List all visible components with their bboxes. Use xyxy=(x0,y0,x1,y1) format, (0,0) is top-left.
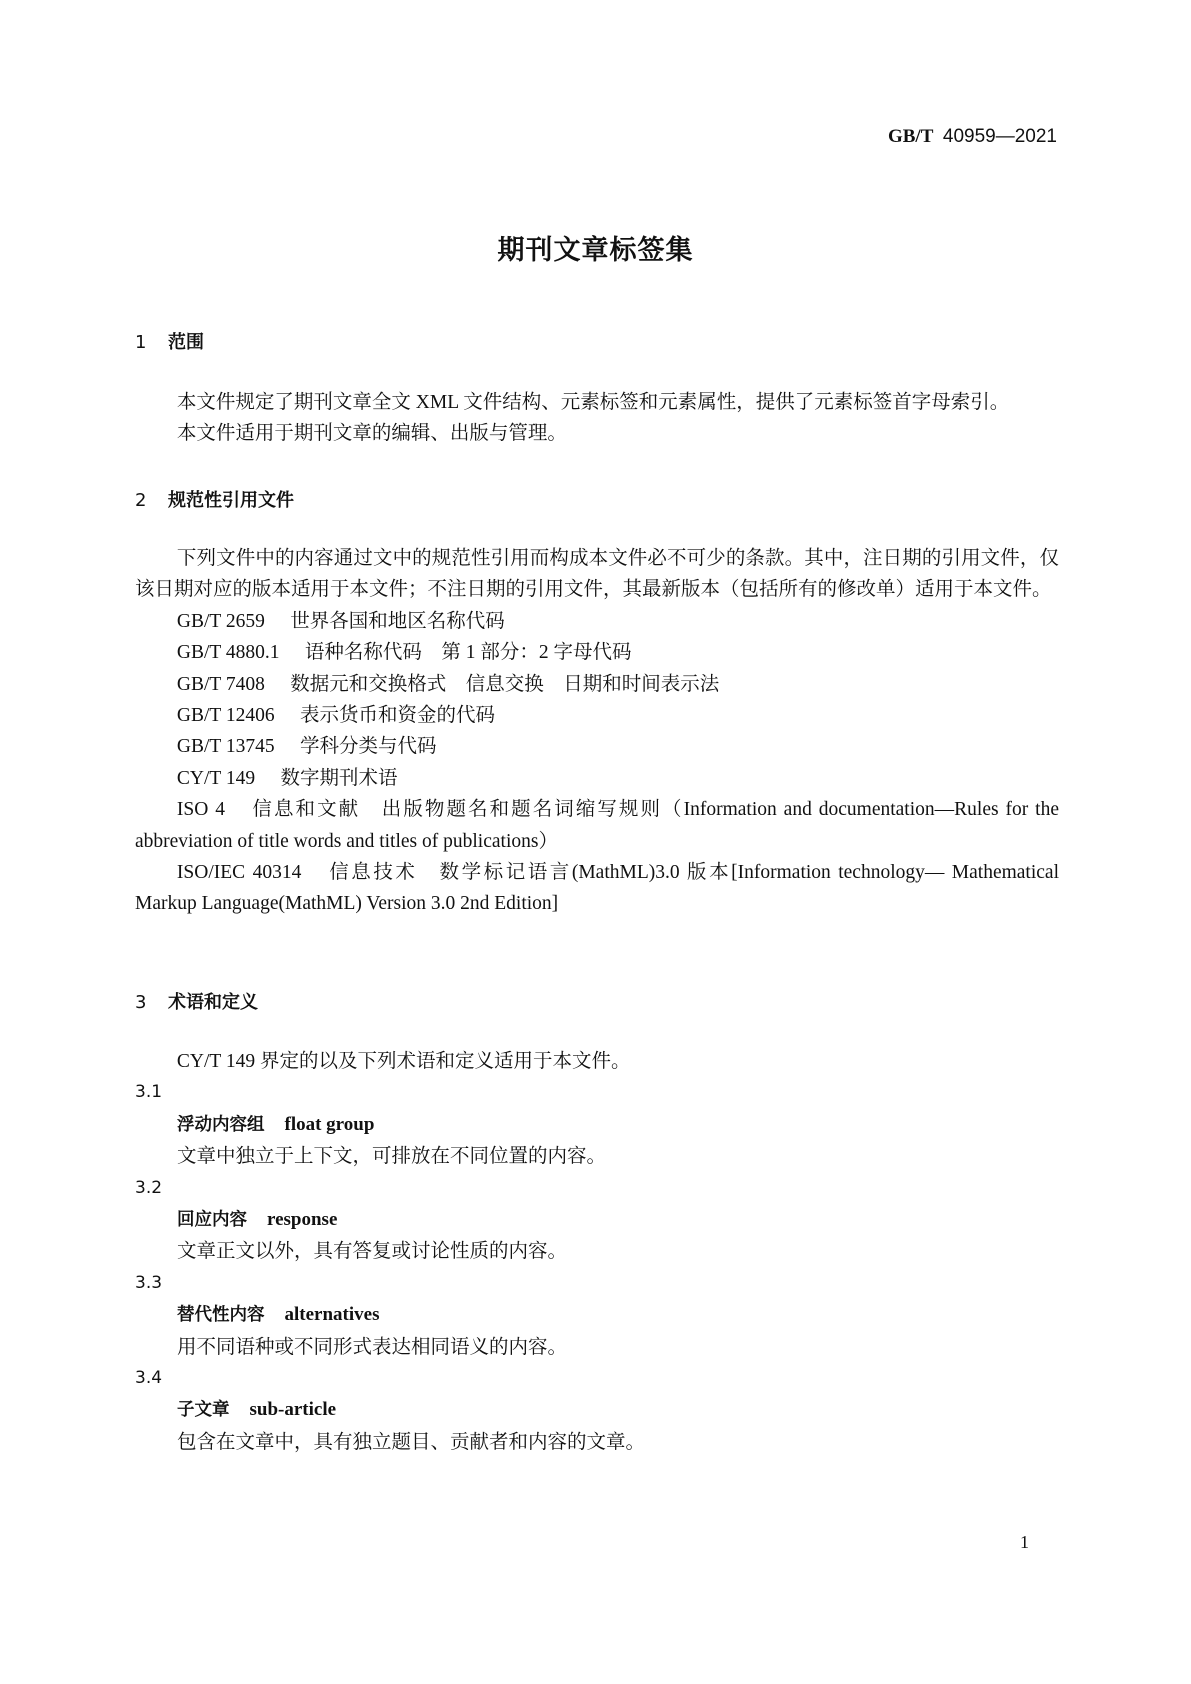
reference-item xyxy=(135,700,1059,731)
term-entry xyxy=(135,1173,1059,1268)
reference-code: GB/T 12406 xyxy=(176,705,275,727)
reference-item xyxy=(135,857,1059,920)
reference-title: 数字期刊术语 xyxy=(280,767,398,789)
reference-title: 信息技术 数学标记语言(MathML)3.0 版本[Information technology— Mathematical Markup Language(MathML) Version 3.0 2nd Edition] xyxy=(135,862,1059,915)
code-prefix: GB/T xyxy=(887,126,934,147)
term-en: alternatives xyxy=(284,1304,380,1326)
paragraph: CY/T 149 界定的以及下列术语和定义适用于本文件。 xyxy=(176,1051,631,1072)
section-heading-1 xyxy=(135,328,204,354)
term-en: response xyxy=(267,1209,338,1231)
section-heading-2 xyxy=(135,486,294,512)
term-en: float group xyxy=(284,1113,375,1135)
reference-item xyxy=(135,669,1059,700)
reference-title: 世界各国和地区名称代码 xyxy=(290,610,505,632)
term-zh: 浮动内容组 xyxy=(177,1114,265,1135)
reference-title: 数据元和交换格式 信息交换 日期和时间表示法 xyxy=(290,673,720,695)
section-title: 规范性引用文件 xyxy=(168,490,294,511)
section-number: 1 xyxy=(135,332,147,353)
term-number: 3.2 xyxy=(135,1177,163,1198)
term-entry xyxy=(135,1268,1059,1363)
code-number: 40959—2021 xyxy=(942,126,1057,147)
reference-title: 表示货币和资金的代码 xyxy=(299,705,495,727)
paragraph: 下列文件中的内容通过文中的规范性引用而构成本文件必不可少的条款。其中，注日期的引用文件，仅该日期对应的版本适用于本文件；不注日期的引用文件，其最新版本（包括所有的修改单）适用于本文件。 xyxy=(135,548,1059,601)
reference-item xyxy=(135,731,1059,762)
reference-item xyxy=(135,637,1059,668)
reference-title: 信息和文献 出版物题名和题名词缩写规则（Information and documentation—Rules for the abbreviation of title words and titles of publications） xyxy=(135,799,1059,852)
section-title: 术语和定义 xyxy=(168,992,258,1013)
term-zh: 子文章 xyxy=(177,1400,230,1421)
term-definition: 用不同语种或不同形式表达相同语义的内容。 xyxy=(177,1336,568,1358)
term-zh: 替代性内容 xyxy=(177,1305,265,1326)
paragraph: 本文件规定了期刊文章全文 XML 文件结构、元素标签和元素属性，提供了元素标签首字母索引。 xyxy=(176,392,1010,413)
term-name xyxy=(135,1109,1059,1141)
term-entry xyxy=(135,1363,1059,1458)
reference-code: CY/T 149 xyxy=(176,767,256,789)
reference-code: ISO/IEC 40314 xyxy=(176,862,302,884)
term-definition: 包含在文章中，具有独立题目、贡献者和内容的文章。 xyxy=(177,1431,646,1453)
section-2-body xyxy=(135,543,1059,920)
reference-item xyxy=(135,763,1059,794)
term-en: sub-article xyxy=(249,1399,337,1421)
term-name xyxy=(135,1204,1059,1236)
reference-code: GB/T 4880.1 xyxy=(176,642,280,664)
term-number: 3.1 xyxy=(135,1082,163,1103)
term-number: 3.3 xyxy=(135,1272,163,1293)
page-number: 1 xyxy=(1020,1532,1029,1552)
term-entry xyxy=(135,1077,1059,1172)
section-title: 范围 xyxy=(168,332,204,353)
term-number: 3.4 xyxy=(135,1368,163,1389)
reference-code: ISO 4 xyxy=(176,799,226,821)
term-zh: 回应内容 xyxy=(177,1210,247,1231)
standard-code xyxy=(888,126,1057,148)
section-heading-3 xyxy=(135,988,258,1014)
term-definition: 文章正文以外，具有答复或讨论性质的内容。 xyxy=(177,1241,568,1263)
reference-code: GB/T 7408 xyxy=(176,673,265,695)
section-1-body xyxy=(135,387,1059,450)
term-name xyxy=(135,1299,1059,1331)
term-definition: 文章中独立于上下文，可排放在不同位置的内容。 xyxy=(177,1146,607,1168)
reference-title: 学科分类与代码 xyxy=(299,736,437,758)
reference-item xyxy=(135,606,1059,637)
document-title: 期刊文章标签集 xyxy=(497,235,694,266)
section-number: 2 xyxy=(135,490,147,511)
term-name xyxy=(135,1394,1059,1426)
reference-item xyxy=(135,794,1059,857)
reference-code: GB/T 2659 xyxy=(176,610,265,632)
reference-title: 语种名称代码 第 1 部分：2 字母代码 xyxy=(304,642,632,664)
section-number: 3 xyxy=(135,992,147,1013)
section-3-body xyxy=(135,1046,1059,1458)
reference-code: GB/T 13745 xyxy=(176,736,275,758)
paragraph: 本文件适用于期刊文章的编辑、出版与管理。 xyxy=(176,423,567,445)
